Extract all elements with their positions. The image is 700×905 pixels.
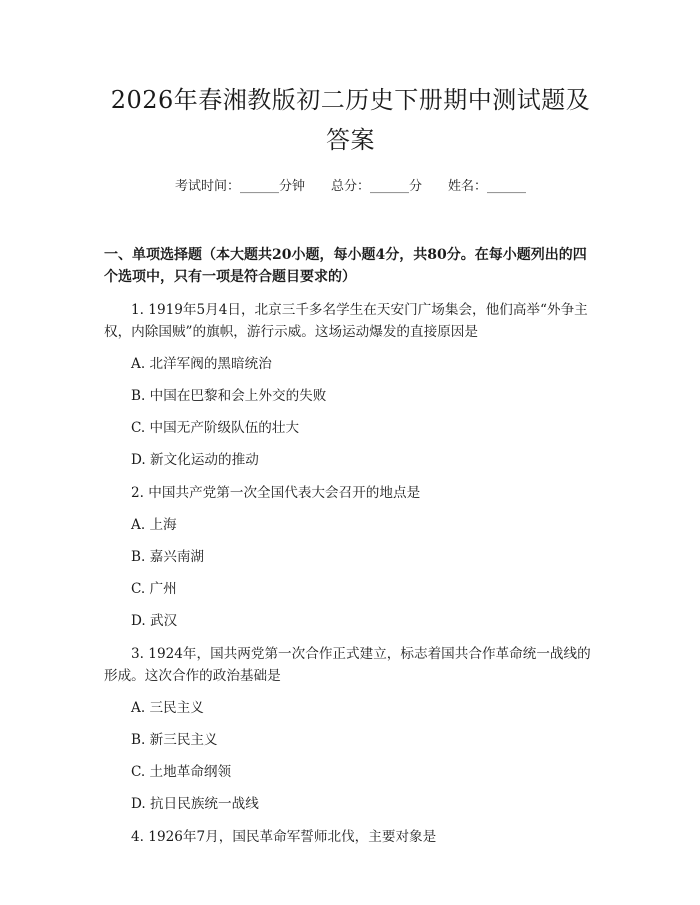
- option-d: D. 抗日民族统一战线: [131, 796, 259, 812]
- option-c: C. 土地革命纲领: [131, 764, 232, 780]
- exam-time-field: 考试时间：______分钟: [174, 179, 305, 194]
- option-b: B. 新三民主义: [131, 732, 218, 748]
- question-1: [104, 299, 597, 471]
- question-3: [104, 643, 597, 815]
- option-d: D. 武汉: [131, 613, 178, 629]
- option-c: C. 广州: [131, 581, 177, 597]
- option-a: A. 上海: [131, 517, 177, 533]
- question-stem: 4. 1926年7月，国民革命军誓师北伐，主要对象是: [131, 829, 437, 845]
- question-stem: 3. 1924年，国共两党第一次合作正式建立，标志着国共合作革命统一战线的形成。这次合作的政治基础是: [104, 646, 591, 684]
- student-name-field: 姓名：______: [448, 179, 527, 194]
- question-stem: 1. 1919年5月4日，北京三千多名学生在天安门广场集会，他们高举“外争主权，内除国贼”的旗帜，游行示威。这场运动爆发的直接原因是: [104, 302, 588, 340]
- option-a: A. 三民主义: [131, 700, 204, 716]
- option-b: B. 嘉兴南湖: [131, 549, 205, 565]
- section-heading: 一、单项选择题（本大题共20小题，每小题4分，共80分。在每小题列出的四个选项中，只有一项是符合题目要求的）: [104, 247, 587, 285]
- question-stem: 2. 中国共产党第一次全国代表大会召开的地点是: [131, 485, 421, 501]
- option-d: D. 新文化运动的推动: [131, 452, 259, 468]
- total-score-field: 总分：______分: [330, 179, 422, 194]
- option-b: B. 中国在巴黎和会上外交的失败: [131, 388, 327, 404]
- option-c: C. 中国无产阶级队伍的壮大: [131, 420, 300, 436]
- question-4: [104, 826, 597, 848]
- exam-info: [104, 176, 597, 198]
- question-2: [104, 482, 597, 632]
- option-a: A. 北洋军阀的黑暗统治: [131, 356, 272, 372]
- document-title: 2026年春湘教版初二历史下册期中测试题及答案: [110, 86, 591, 154]
